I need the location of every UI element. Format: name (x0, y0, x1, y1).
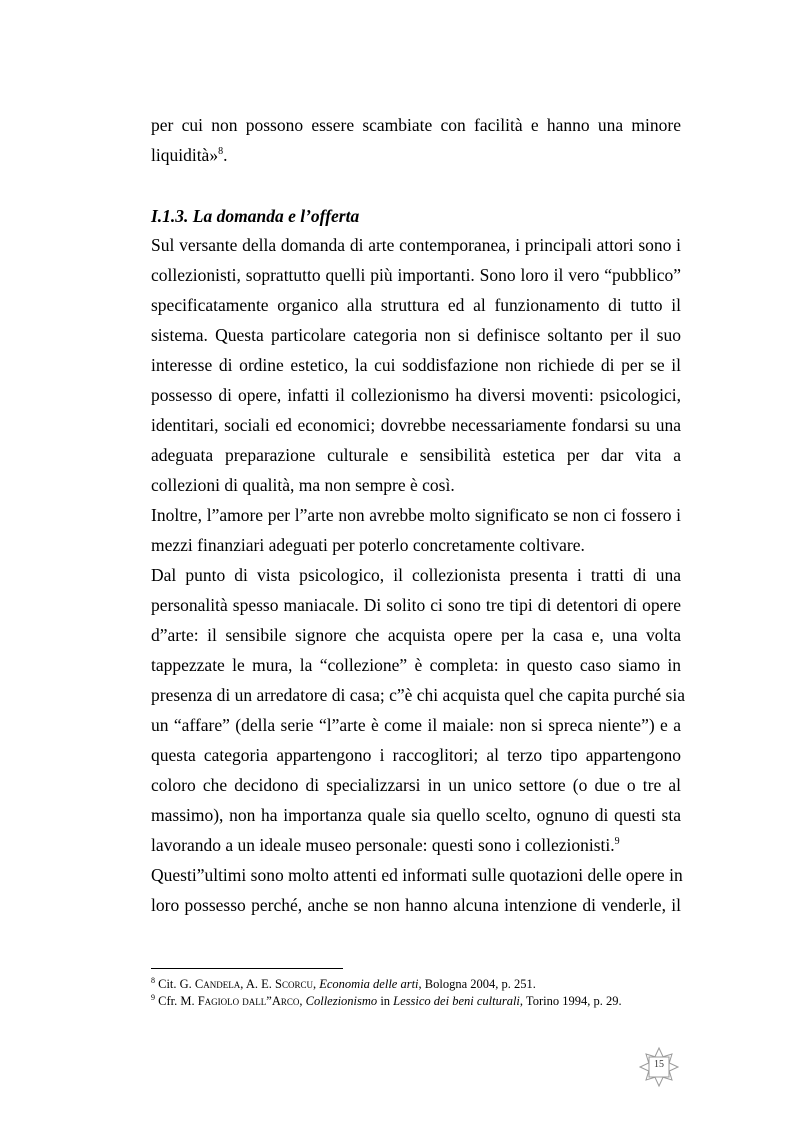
body-line: massimo), non ha importanza quale sia quello scelto, ognuno di questi sta (151, 805, 681, 825)
footnote-title: Collezionismo (305, 994, 378, 1008)
body-line: collezionisti, soprattutto quelli più importanti. Sono loro il vero “pubblico” (151, 265, 681, 285)
footnote-number: 9 (151, 992, 155, 1002)
body-text: . (223, 145, 228, 165)
footnote-8 (151, 976, 691, 992)
footnote-title: Lessico dei beni culturali (393, 994, 520, 1008)
body-line: loro possesso perché, anche se non hanno alcuna intenzione di venderle, il (151, 895, 681, 915)
body-line: possesso di opere, infatti il collezionismo ha diversi moventi: psicologici, (151, 385, 681, 405)
body-line: un “affare” (della serie “l”arte è come il maiale: non si spreca niente”) e a (151, 715, 681, 735)
body-line: interesse di ordine estetico, la cui soddisfazione non richiede di per se il (151, 355, 681, 375)
body-line: Questi”ultimi sono molto attenti ed informati sulle quotazioni delle opere in (151, 865, 683, 885)
body-line: per cui non possono essere scambiate con facilità e hanno una minore (151, 115, 681, 135)
section-heading: I.1.3. La domanda e l’offerta (151, 206, 360, 226)
footnote-text: , (299, 994, 306, 1008)
body-line: mezzi finanziari adeguati per poterlo concretamente coltivare. (151, 535, 585, 555)
footnote-text: A (271, 994, 281, 1008)
page-number: 15 (654, 1059, 664, 1070)
footnote-text: , Bologna 2004, p. 251. (418, 977, 536, 991)
body-line: identitari, sociali ed economici; dovrebbe necessariamente fondarsi su una (151, 415, 681, 435)
footnote-text: in (377, 994, 394, 1008)
footnote-text: Cfr. M. F (155, 994, 205, 1008)
body-line: Sul versante della domanda di arte contemporanea, i principali attori sono i (151, 235, 681, 255)
body-line: questa categoria appartengono i raccoglitori; al terzo tipo appartengono (151, 745, 681, 765)
footnote-ref-8[interactable]: 8 (218, 146, 224, 158)
footnote-ref-9[interactable]: 9 (614, 836, 620, 848)
body-line: tappezzate le mura, la “collezione” è completa: in questo caso siamo in (151, 655, 681, 675)
footnote-title: Economia delle arti (319, 977, 419, 991)
footnote-author: agiolo dall” (204, 994, 272, 1008)
footnote-number: 8 (151, 975, 155, 985)
body-line: sistema. Questa particolare categoria non si definisce soltanto per il suo (151, 325, 681, 345)
body-line (151, 140, 681, 170)
body-line: Inoltre, l”amore per l”arte non avrebbe molto significato se non ci fossero i (151, 505, 681, 525)
body-line: Dal punto di vista psicologico, il collezionista presenta i tratti di una (151, 565, 681, 585)
footnote-author: corcu (281, 977, 313, 991)
page-number-badge (638, 1046, 680, 1088)
body-line (151, 830, 681, 860)
body-text: lavorando a un ideale museo personale: questi sono i collezionisti. (151, 835, 615, 855)
footnote-text: , A. E. S (240, 977, 282, 991)
footnote-text: , (312, 977, 320, 991)
footnote-separator (151, 968, 343, 969)
body-line: specificatamente organico alla struttura ed al funzionamento di tutto il (151, 295, 681, 315)
body-line: d”arte: il sensibile signore che acquista opere per la casa e, una volta (151, 625, 681, 645)
footnote-text: , Torino 1994, p. 29. (519, 994, 622, 1008)
footnote-author: andela (203, 977, 241, 991)
body-line: personalità spesso maniacale. Di solito ci sono tre tipi di detentori di opere (151, 595, 681, 615)
body-line: coloro che decidono di specializzarsi in un unico settore (o due o tre al (151, 775, 681, 795)
footnote-author: rco (280, 994, 300, 1008)
body-line: presenza di un arredatore di casa; c”è chi acquista quel che capita purché sia (151, 685, 685, 705)
footnote-9 (151, 993, 691, 1009)
footnote-text: Cit. G. C (155, 977, 204, 991)
body-line: collezioni di qualità, ma non sempre è così. (151, 475, 455, 495)
body-line: adeguata preparazione culturale e sensibilità estetica per dar vita a (151, 445, 681, 465)
body-text: liquidità» (151, 145, 219, 165)
